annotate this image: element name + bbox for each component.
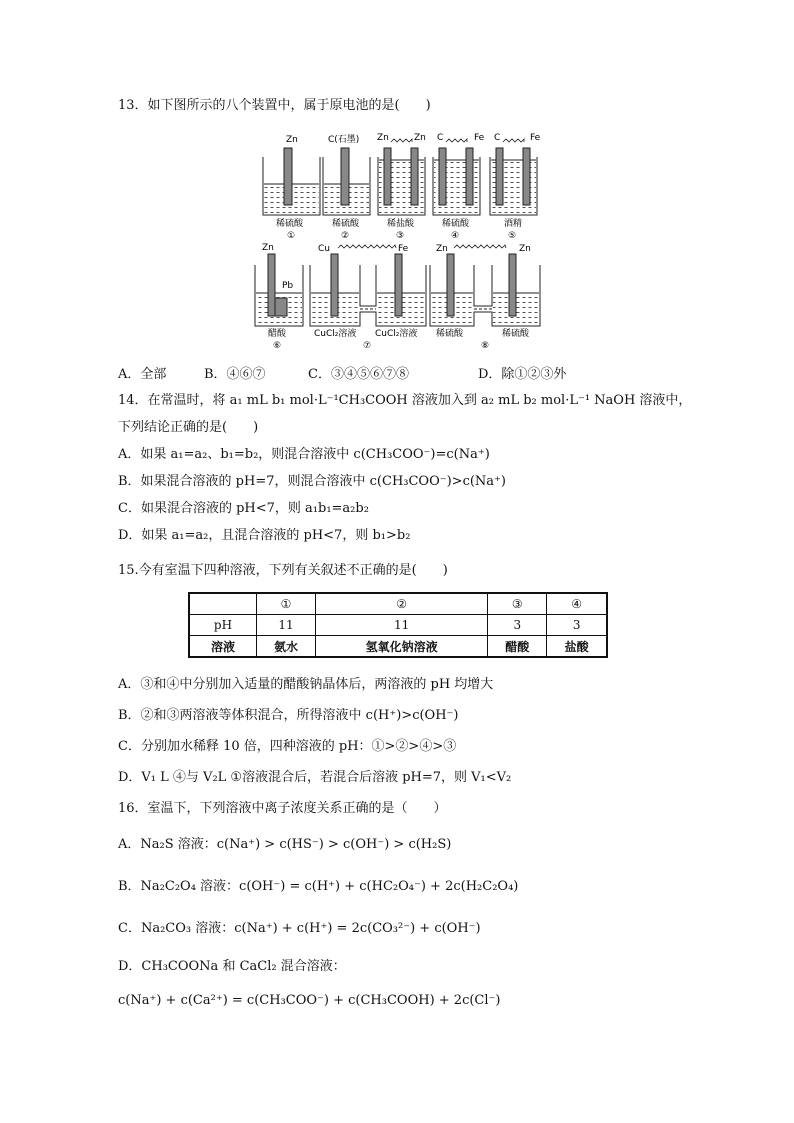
cell-number: ⑦ <box>363 341 372 351</box>
q16-option-b[interactable]: B．Na₂C₂O₄ 溶液：c(OH⁻) = c(H⁺) + c(HC₂O₄⁻) + 2c(H₂C₂O₄) <box>118 879 519 894</box>
solution-label: CuCl₂溶液 <box>375 329 418 339</box>
q13-figure <box>0 120 794 360</box>
q15-option-b[interactable]: B．②和③两溶液等体积混合，所得溶液中 c(H⁺)>c(OH⁻) <box>118 708 459 723</box>
q15-table <box>188 592 608 658</box>
electrode-label: Pb <box>282 281 294 291</box>
table-cell: 盐酸 <box>547 636 607 658</box>
cell-3 <box>377 133 426 241</box>
cell-number: ⑧ <box>481 341 490 351</box>
electrode-label: Cu <box>318 244 330 254</box>
cell-5 <box>490 133 541 241</box>
q16-stem: 16．室温下，下列溶液中离子浓度关系正确的是（ ） <box>118 801 447 816</box>
cell-4 <box>433 133 485 241</box>
cell-2 <box>323 134 370 241</box>
electrode-label: Zn <box>262 243 274 253</box>
table-cell: 醋酸 <box>488 636 547 658</box>
cell-number: ① <box>287 231 296 241</box>
cell-6 <box>255 243 303 351</box>
table-row <box>189 636 607 658</box>
q13-option-a[interactable]: A．全部 <box>118 367 167 382</box>
cell-number: ④ <box>451 231 460 241</box>
table-row <box>189 615 607 636</box>
q14-option-a[interactable]: A．如果 a₁=a₂、b₁=b₂，则混合溶液中 c(CH₃COO⁻)=c(Na⁺) <box>118 447 490 462</box>
cell-number: ② <box>341 231 350 241</box>
solution-label: 稀硫酸 <box>502 329 530 339</box>
q13-option-c[interactable]: C．③④⑤⑥⑦⑧ <box>308 367 409 382</box>
cell-7 <box>310 244 426 351</box>
q15-option-c[interactable]: C．分别加水稀释 10 倍，四种溶液的 pH：①>②>④>③ <box>118 739 457 754</box>
cell-number: ③ <box>396 231 405 241</box>
table-cell: 11 <box>257 615 316 636</box>
table-cell: ③ <box>488 593 547 615</box>
solution-label: 醋酸 <box>268 329 287 339</box>
table-cell: pH <box>189 615 257 636</box>
cell-number: ⑤ <box>508 231 517 241</box>
electrode-label: Zn <box>519 244 531 254</box>
table-cell: ② <box>316 593 488 615</box>
q14-option-b[interactable]: B．如果混合溶液的 pH=7，则混合溶液中 c(CH₃COO⁻)>c(Na⁺) <box>118 474 506 489</box>
table-cell: 11 <box>316 615 488 636</box>
cell-1 <box>263 135 320 241</box>
q15-stem: 15.今有室温下四种溶液，下列有关叙述不正确的是( ) <box>118 563 448 578</box>
q15-option-d[interactable]: D．V₁ L ④与 V₂L ①溶液混合后，若混合后溶液 pH=7，则 V₁<V₂ <box>118 770 512 785</box>
q15-option-a[interactable]: A．③和④中分别加入适量的醋酸钠晶体后，两溶液的 pH 均增大 <box>118 677 494 692</box>
table-cell: 溶液 <box>189 636 257 658</box>
q14-stem-line2: 下列结论正确的是( ) <box>118 420 259 435</box>
table-cell <box>189 593 257 615</box>
electrode-label: Fe <box>530 133 541 143</box>
table-cell: ④ <box>547 593 607 615</box>
cell-number: ⑥ <box>273 341 282 351</box>
solution-label: 稀硫酸 <box>332 219 360 229</box>
table-cell: 氨水 <box>257 636 316 658</box>
electrode-label: Zn <box>377 133 389 143</box>
electrode-label: Zn <box>436 244 448 254</box>
q13-options <box>118 363 678 381</box>
solution-label: 稀硫酸 <box>442 219 470 229</box>
q14-option-c[interactable]: C．如果混合溶液的 pH<7，则 a₁b₁=a₂b₂ <box>118 501 369 516</box>
electrode-label: C(石墨) <box>328 135 360 145</box>
electrode-label: Fe <box>398 244 409 254</box>
q14-option-d[interactable]: D．如果 a₁=a₂，且混合溶液的 pH<7，则 b₁>b₂ <box>118 528 411 543</box>
electrode-label: Zn <box>414 133 426 143</box>
q13-option-d[interactable]: D．除①②③外 <box>478 367 567 382</box>
table-cell: 3 <box>488 615 547 636</box>
solution-label: 稀硫酸 <box>276 219 304 229</box>
electrode-label: C <box>437 133 444 143</box>
solution-label: 稀盐酸 <box>387 219 415 229</box>
q16-option-d-formula: c(Na⁺) + c(Ca²⁺) = c(CH₃COO⁻) + c(CH₃COOH) + 2c(Cl⁻) <box>118 993 501 1008</box>
solution-label: CuCl₂溶液 <box>314 329 357 339</box>
q16-option-d[interactable]: D．CH₃COONa 和 CaCl₂ 混合溶液： <box>118 959 346 974</box>
cell-8 <box>430 244 540 351</box>
q16-option-a[interactable]: A．Na₂S 溶液：c(Na⁺) > c(HS⁻) > c(OH⁻) > c(H₂S) <box>118 837 452 852</box>
solution-label: 酒精 <box>504 219 523 229</box>
q14-stem-line1: 14．在常温时，将 a₁ mL b₁ mol·L⁻¹CH₃COOH 溶液加入到 a₂ mL b₂ mol·L⁻¹ NaOH 溶液中， <box>118 393 692 408</box>
table-cell: 3 <box>547 615 607 636</box>
electrode-label: C <box>494 133 501 143</box>
q13-stem: 13．如下图所示的八个装置中，属于原电池的是( ) <box>118 98 431 113</box>
table-cell: ① <box>257 593 316 615</box>
electrode-label: Zn <box>286 135 298 145</box>
table-header-row <box>189 593 607 615</box>
table-cell: 氢氧化钠溶液 <box>316 636 488 658</box>
q16-option-c[interactable]: C．Na₂CO₃ 溶液：c(Na⁺) + c(H⁺) = 2c(CO₃²⁻) + c(OH⁻) <box>118 921 481 936</box>
q13-option-b[interactable]: B．④⑥⑦ <box>204 367 266 382</box>
solution-label: 稀硫酸 <box>436 329 464 339</box>
electrode-label: Fe <box>474 133 485 143</box>
